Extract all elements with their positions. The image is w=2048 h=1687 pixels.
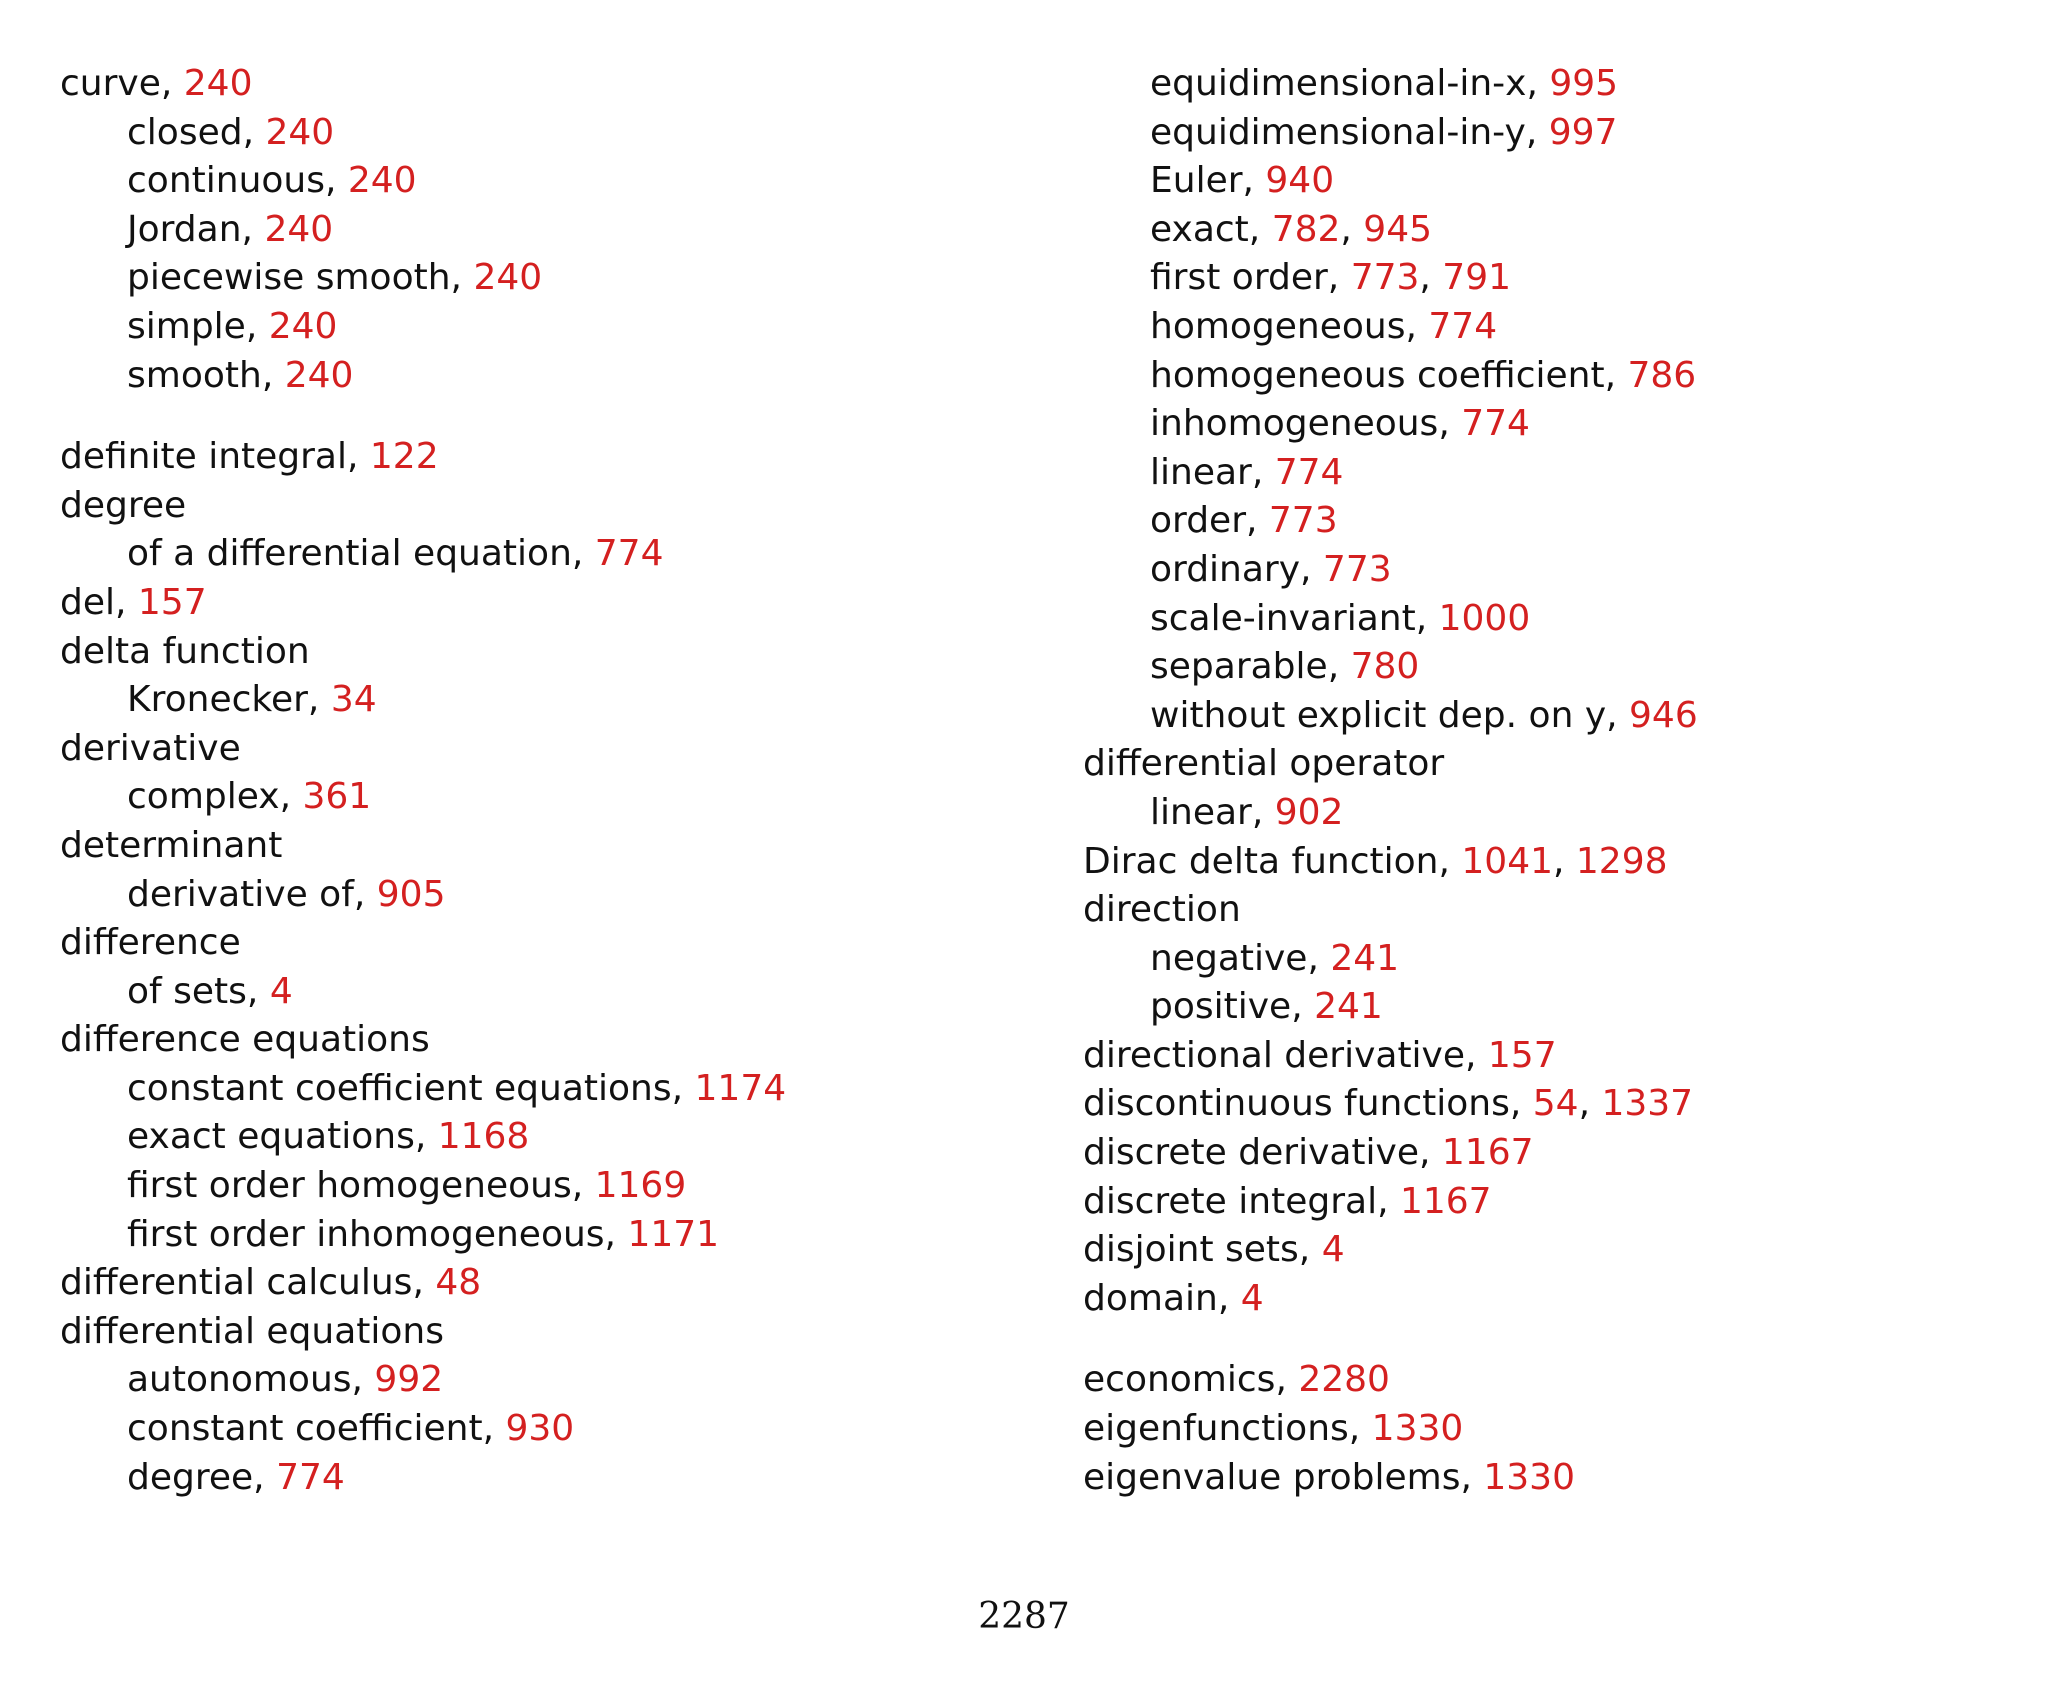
page-reference-link[interactable]: 773 [1268,500,1338,542]
index-term: inhomogeneous [1150,403,1439,445]
index-entry: discontinuous functions, 54, 1337 [1083,1083,1694,1125]
page-reference-link[interactable]: 1041 [1461,840,1554,882]
index-subentry: piecewise smooth, 240 [127,257,543,299]
index-entry [60,822,1040,871]
index-term: scale-invariant [1150,597,1416,639]
index-subentry: homogeneous, 774 [1150,305,1498,347]
index-entry [1083,886,2048,935]
index-term: direction [1083,889,1241,931]
index-term: difference [60,922,241,964]
page-reference-link[interactable]: 157 [1487,1034,1557,1076]
index-subentry: Jordan, 240 [127,208,334,250]
index-subentry: ordinary, 773 [1150,548,1392,590]
index-subentry: derivative of, 905 [127,873,446,915]
page-reference-link[interactable]: 1174 [694,1067,787,1109]
index-entry: discrete derivative, 1167 [1083,1132,1534,1174]
index-subentry: smooth, 240 [127,354,354,396]
index-term: first order homogeneous [127,1165,572,1207]
page-reference-link[interactable]: 4 [1321,1229,1345,1271]
index-subentry: linear, 774 [1150,451,1344,493]
index-term: Jordan [127,208,242,250]
index-term: del [60,581,116,623]
index-entry: eigenfunctions, 1330 [1083,1408,1464,1450]
page-reference-link[interactable]: 240 [284,354,354,396]
index-entry: economics, 2280 [1083,1359,1390,1401]
index-term: degree [60,484,187,526]
index-subentry: inhomogeneous, 774 [1150,403,1530,445]
index-entry: discrete integral, 1167 [1083,1180,1492,1222]
page-reference-link[interactable]: 240 [347,160,417,202]
index-subentry: positive, 241 [1150,986,1383,1028]
page-reference-link[interactable]: 1298 [1575,840,1668,882]
index-subentry: Euler, 940 [1150,160,1335,202]
page-reference-link[interactable]: 1168 [437,1116,530,1158]
index-subentry: simple, 240 [127,305,338,347]
index-subentry: equidimensional-in-y, 997 [1150,111,1618,153]
index-subentry: exact equations, 1168 [127,1116,530,1158]
page-reference-link[interactable]: 1167 [1399,1180,1492,1222]
index-subentry: separable, 780 [1150,646,1420,688]
index-entry: definite integral, 122 [60,436,439,478]
index-term: differential calculus [60,1262,413,1304]
index-term: closed [127,111,243,153]
page-reference-link[interactable]: 48 [435,1262,482,1304]
page-reference-link[interactable]: 4 [1240,1277,1264,1319]
index-subentry: exact, 782, 945 [1150,208,1433,250]
index-subentry: closed, 240 [127,111,335,153]
index-term: Kronecker [127,679,308,721]
index-term: difference equations [60,1019,430,1061]
index-term: determinant [60,824,283,866]
index-term: equidimensional-in-x [1150,63,1527,104]
index-entry: disjoint sets, 4 [1083,1229,1345,1271]
page-reference-link[interactable]: 241 [1314,986,1383,1028]
index-subentry: constant coefficient equations, 1174 [127,1067,787,1109]
index-term: Dirac delta function [1083,840,1439,882]
index-term: differential operator [1083,743,1445,785]
index-term: Euler [1150,160,1243,202]
index-entry: Dirac delta function, 1041, 1298 [1083,840,1668,882]
index-subentry: first order, 773, 791 [1150,257,1512,299]
index-entry: differential calculus, 48 [60,1262,482,1304]
page-reference-link[interactable]: 774 [1428,305,1498,347]
index-term: ordinary [1150,548,1301,590]
index-term: economics [1083,1359,1276,1401]
index-term: directional derivative [1083,1034,1466,1076]
index-subentry: autonomous, 992 [127,1359,444,1401]
page-reference-link[interactable]: 1169 [594,1165,687,1207]
page-reference-link[interactable]: 997 [1548,111,1618,153]
page-reference-link[interactable]: 782 [1271,208,1341,250]
index-term: smooth [127,354,262,396]
page-reference-link[interactable]: 240 [264,208,334,250]
page-reference-link[interactable]: 1000 [1438,597,1531,639]
index-subentry: negative, 241 [1150,937,1400,979]
page-reference-link[interactable]: 992 [374,1359,444,1401]
index-term: linear [1150,791,1252,833]
index-entry [60,1016,1040,1065]
page-reference-link[interactable]: 774 [594,533,664,575]
page-reference-link[interactable]: 1171 [627,1213,720,1255]
page-reference-link[interactable]: 945 [1363,208,1433,250]
index-term: degree [127,1456,254,1498]
page-reference-link[interactable]: 361 [302,776,372,818]
page-reference-link[interactable]: 2280 [1298,1359,1390,1401]
page-reference-link[interactable]: 774 [1461,403,1530,445]
index-entry [60,725,1040,774]
index-subentry: equidimensional-in-x, 995 [1150,63,1619,104]
index-term: discrete derivative [1083,1132,1420,1174]
index-subentry: first order inhomogeneous, 1171 [127,1213,720,1255]
page-reference-link[interactable]: 54 [1532,1083,1579,1125]
index-term: piecewise smooth [127,257,451,299]
index-term: exact [1150,208,1249,250]
index-term: equidimensional-in-y [1150,111,1526,153]
index-entry [60,919,1040,968]
index-term: domain [1083,1277,1218,1319]
index-term: first order [1150,257,1328,299]
index-column-right [1083,60,2048,1502]
page-reference-link[interactable]: 786 [1627,354,1697,396]
index-term: separable [1150,646,1328,688]
index-subentry: of sets, 4 [127,970,293,1012]
index-term: discontinuous functions [1083,1083,1510,1125]
page-reference-link[interactable]: 773 [1322,548,1392,590]
index-subentry: without explicit dep. on y, 946 [1150,694,1698,736]
page-reference-link[interactable]: 4 [269,970,293,1012]
page-reference-link[interactable]: 774 [1274,451,1344,493]
index-term: differential equations [60,1310,444,1352]
page-reference-link[interactable]: 1167 [1441,1132,1534,1174]
index-term: exact equations [127,1116,415,1158]
index-entry: domain, 4 [1083,1277,1264,1319]
index-term: homogeneous [1150,305,1406,347]
index-term: delta function [60,630,310,672]
index-term: first order inhomogeneous [127,1213,605,1255]
index-subentry: constant coefficient, 930 [127,1408,575,1450]
page-reference-link[interactable]: 773 [1350,257,1420,299]
index-entry [60,482,1040,531]
page-reference-link[interactable]: 946 [1629,694,1698,736]
index-term: constant coefficient equations [127,1067,672,1109]
index-subentry: first order homogeneous, 1169 [127,1165,687,1207]
index-entry: eigenvalue problems, 1330 [1083,1456,1575,1498]
index-term: simple [127,305,246,347]
index-entry [60,1308,1040,1357]
index-entry [60,628,1040,677]
index-term: eigenfunctions [1083,1408,1349,1450]
index-term: derivative of [127,873,354,915]
index-subentry: order, 773 [1150,500,1338,542]
page-reference-link[interactable]: 240 [265,111,335,153]
page-reference-link[interactable]: 1337 [1601,1083,1694,1125]
page-reference-link[interactable]: 780 [1350,646,1420,688]
index-term: curve [60,63,161,104]
index-subentry: degree, 774 [127,1456,345,1498]
page-reference-link[interactable]: 905 [376,873,446,915]
index-column-left [60,60,1040,1502]
index-subentry: linear, 902 [1150,791,1344,833]
index-entry [1083,740,2048,789]
index-subentry: of a differential equation, 774 [127,533,664,575]
page-reference-link[interactable]: 34 [330,679,377,721]
page-reference-link[interactable]: 122 [369,436,439,478]
index-term: of sets [127,970,247,1012]
index-term: continuous [127,160,325,202]
index-entry: curve, 240 [60,63,253,104]
page-reference-link[interactable]: 930 [505,1408,575,1450]
page-reference-link[interactable]: 791 [1442,257,1512,299]
index-term: definite integral [60,436,347,478]
index-term: positive [1150,986,1292,1028]
index-subentry: homogeneous coefficient, 786 [1150,354,1697,396]
page-number: 2287 [978,1596,1070,1637]
index-subentry: complex, 361 [127,776,372,818]
index-term: discrete integral [1083,1180,1378,1222]
index-term: derivative [60,727,241,769]
index-entry: del, 157 [60,581,207,623]
page-reference-link[interactable]: 240 [183,63,253,104]
page-reference-link[interactable]: 240 [473,257,543,299]
page-reference-link[interactable]: 940 [1265,160,1335,202]
index-subentry: scale-invariant, 1000 [1150,597,1531,639]
page-reference-link[interactable]: 902 [1274,791,1344,833]
index-term: without explicit dep. on y [1150,694,1607,736]
index-term: of a differential equation [127,533,572,575]
page-reference-link[interactable]: 157 [137,581,207,623]
index-subentry: Kronecker, 34 [127,679,377,721]
index-term: linear [1150,451,1252,493]
index-entry: directional derivative, 157 [1083,1034,1557,1076]
index-term: homogeneous coefficient [1150,354,1605,396]
page-reference-link[interactable]: 995 [1549,63,1619,104]
page-reference-link[interactable]: 774 [276,1456,345,1498]
index-subentry: continuous, 240 [127,160,417,202]
page-reference-link[interactable]: 1330 [1371,1408,1464,1450]
index-term: negative [1150,937,1308,979]
page-reference-link[interactable]: 1330 [1483,1456,1575,1498]
page-reference-link[interactable]: 240 [268,305,338,347]
index-term: autonomous [127,1359,352,1401]
index-term: order [1150,500,1246,542]
index-term: eigenvalue problems [1083,1456,1461,1498]
index-term: complex [127,776,280,818]
index-term: disjoint sets [1083,1229,1299,1271]
page-reference-link[interactable]: 241 [1330,937,1400,979]
index-term: constant coefficient [127,1408,483,1450]
